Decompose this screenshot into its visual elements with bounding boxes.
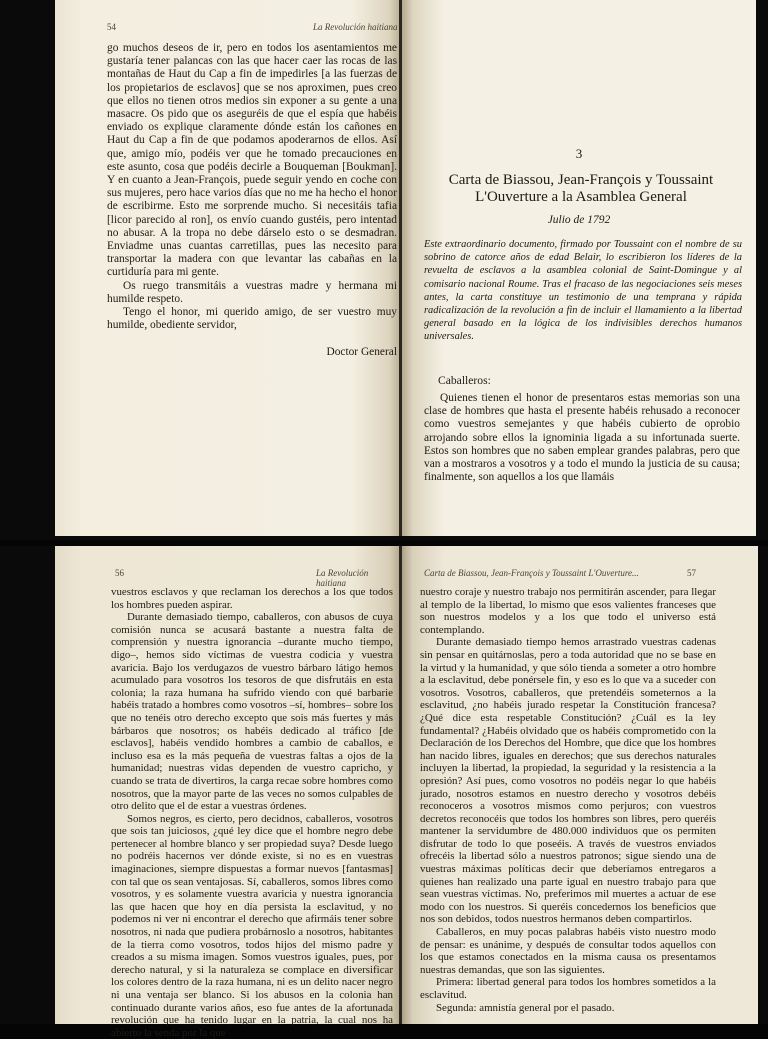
chapter-intro: Este extraordinario documento, firmado por Toussaint con el nombre de su sobrino de catorce años de edad Belair, lo escribieron los líderes de la revuelta de esclavos a la asamblea colonial de Saint-Domingue y al comisario nacional Roume. Tras el fracaso de las negociaciones seis meses antes, la carta constituye un testimonio de una temprana y rápida radicalización de la revolución a fin de incluir el llamamiento a la libertad general basado en la lógica de los indivisibles derechos humanos universales. [424, 239, 742, 343]
salutation: Caballeros: [438, 374, 491, 387]
page-number: 54 [107, 22, 116, 32]
paragraph: Segunda: amnistía general por el pasado. [436, 1001, 615, 1014]
bottom-spread [0, 546, 768, 1039]
paragraph: Durante demasiado tiempo, caballeros, con abusos de cuya comisión nunca se acusará bastante a nuestra falta de comprensión y nuestra ignorancia –durante mucho tiempo, digo–, hemos sido víctimas de vuestra codicia y vuestra avaricia. Bajo los verdugazos de vuestro bárbaro látigo hemos acumulado para vosotros los tesoros de que disfrutáis en esta colonia; la raza humana ha sufrido viendo con qué barbarie habéis tratado a hombres como vosotros –sí, hombres– sobre los que no tenéis otro derecho excepto que sois más fuertes y más bárbaros que nosotros; os habéis dedicado al tráfico [de esclavos], habéis vendido hombres a cambio de caballos, e incluso esa es la más pequeña de vuestras faltas a ojos de la humanidad; nuestras vidas dependen de vuestro capricho, y cuando se trata de divertiros, la carga recae sobre hombres como nosotros, que la mayor parte de las veces no somos culpables de otro delito que el de estar a vuestras órdenes. [111, 611, 393, 813]
paragraph: Primera: libertad general para todos los hombres sometidos a la esclavitud. [420, 976, 716, 1001]
running-head-title: La Revolución haitiana [316, 568, 369, 588]
body-text [111, 586, 393, 1039]
paragraph: nuestro coraje y nuestro trabajo nos permitirán ascender, para llegar al templo de la libertad, lo mismo que esos valientes franceses que son nuestros modelos y a los que todo el universo está contemplando. [420, 586, 716, 636]
paragraph: Os ruego transmitáis a vuestras madre y hermana mi humilde respeto. [107, 279, 397, 305]
signature: Doctor General [326, 346, 397, 359]
body-text [107, 42, 397, 360]
page-number: 56 [115, 568, 124, 578]
paragraph: Quienes tienen el honor de presentaros estas memorias son una clase de hombres que hasta el presente habéis rehusado a reconocer como vuestros semejantes y que habéis cubierto de oprobio arrojando sobre ellos la ignominia ligada a su infortunada suerte. Estos son hombres que no saben emplear grandes palabras, pero que van a mostraros a vosotros y a todo el mundo la justicia de su causa; finalmente, son aquellos a los que llamáis [424, 392, 740, 484]
paragraph: go muchos deseos de ir, pero en todos los asentamientos me gustaría tener palancas con las que hacer caer las rocas de las montañas de Haut du Cap a fin de impedirles [a las fuerzas de los propietarios de esclavos] que se nos aproximen, pues creo que ellos no tienen otros medios sin exponer a su gente a una masacre. Os pido que os aseguréis de que el espía que habéis enviado os explique claramente dónde están los cañones en Haut du Cap a fin de que podamos apoderarnos de ellos. Así que, amigo mío, podéis ver que he tomado precauciones en este asunto, cosa que podéis decirle a Bouqueman [Boukman]. Y en cuanto a Jean-François, puede seguir yendo en coche con sus mujeres, pero hace varios días que no me ha hecho el honor de escribirme. Esto me sorprende mucho. Si necesitáis tafia [licor parecido al ron], os envío cuando gustéis, pero intentad no abusar. A la tropa no debe dárselo esto o se desmadran. Enviadme unas cuantas carretillas, pues las necesito para transportar la madera con que levantar las cabañas en la curtiduría para mi gente. [107, 42, 397, 279]
page-55 [402, 0, 756, 536]
page-54 [55, 0, 400, 536]
page-56 [55, 546, 400, 1039]
paragraph: Somos negros, es cierto, pero decidnos, caballeros, vosotros que sois tan juiciosos, ¿qué ley dice que el hombre negro debe pertenecer al hombre blanco y ser propiedad suya? Desde luego no podréis hacernos ver dónde existe, si no es en vuestras imaginaciones, siempre dispuestas a formar nuevos [fantasmas] con tal que os sean ventajosas. Sí, caballeros, somos libres como vosotros, y es solamente vuestra avaricia y nuestra ignorancia las que hacen que hoy en día persista la esclavitud, y no podemos ni ver ni encontrar el derecho que afirmáis tener sobre nosotros, ni nada que pudiera probárnoslo a nosotros, habitantes de la tierra como vosotros, todos hijos del mismo padre y creados a su misma imagen. Somos vuestros iguales, pues, por derecho natural, y si la naturaleza se complace en diversificar los colores dentro de la raza humana, ni es un delito nacer negro ni una ventaja ser blanco. Si los abusos en la colonia han continuado durante varios años, eso fue antes de la afortunada revolución que ha tenido lugar en la patria, la cual nos ha abierto la senda por la que [111, 812, 393, 1039]
body-text [424, 392, 740, 484]
paragraph: Tengo el honor, mi querido amigo, de ser vuestro muy humilde, obediente servidor, [107, 306, 397, 332]
running-head-title: La Revolución haitiana [313, 22, 398, 32]
chapter-number: 3 [575, 146, 583, 161]
body-text [420, 586, 716, 1014]
chapter-title: Carta de Biassou, Jean-François y Toussaint L'Ouverture a la Asamblea General [448, 172, 714, 205]
paragraph: Durante demasiado tiempo hemos arrastrado vuestras cadenas sin pensar en quitárnoslas, pero a toda autoridad que no se base en la virtud y la humanidad, y que sólo tienda a someter a otro hombre a la esclavitud, debe ponérsele fin, y eso es lo que va a suceder con vosotros. Vosotros, caballeros, que pretendéis someternos a la esclavitud, ¿no habéis jurado respetar la Constitución francesa? ¿Qué dice esta respetable Constitución? ¿Cuál es la ley fundamental? ¿Habéis olvidado que os habéis comprometido con la Declaración de los Derechos del Hombre, que dice que los hombres han nacido libres, iguales en derechos; que sus derechos naturales incluyen la libertad, la propiedad, la seguridad y la resistencia a la opresión? Así pues, como vosotros no podéis negar lo que habéis jurado, nosotros estamos en nuestro derecho y vosotros debéis reconoceros a vosotros mismos como perjuros; con vuestros decretos reconocéis que todos los hombres son libres, pero queréis mantener la servidumbre de 480.000 individuos que os permiten disfrutar de todo lo que poseéis. A través de vuestros enviados ofrecéis la libertad sólo a nuestros patronos; sigue siendo una de vuestras máximas políticas decir que deberíamos entregaros a quienes han realizado una parte igual en nuestro trabajo para que sean vuestras víctimas. No, preferimos mil muertes a actuar de ese modo con los nuestros. Si queréis concedernos los beneficios que nos son debidos, todos nuestros hermanos deben compartirlos. [420, 636, 716, 926]
page-number: 57 [687, 568, 696, 578]
chapter-date: Julio de 1792 [547, 214, 611, 226]
paragraph: Caballeros, en muy pocas palabras habéis visto nuestro modo de pensar: es unánime, y después de consultar todos aquellos con los que estamos conectados en la misma causa os presentamos nuestras demandas, que son las siguientes. [420, 926, 716, 976]
running-head-title: Carta de Biassou, Jean-François y Toussaint L'Ouverture... [424, 568, 639, 578]
paragraph: vuestros esclavos y que reclaman los derechos a los que todos los hombres pueden aspirar. [111, 586, 393, 611]
page-57 [402, 546, 758, 1024]
